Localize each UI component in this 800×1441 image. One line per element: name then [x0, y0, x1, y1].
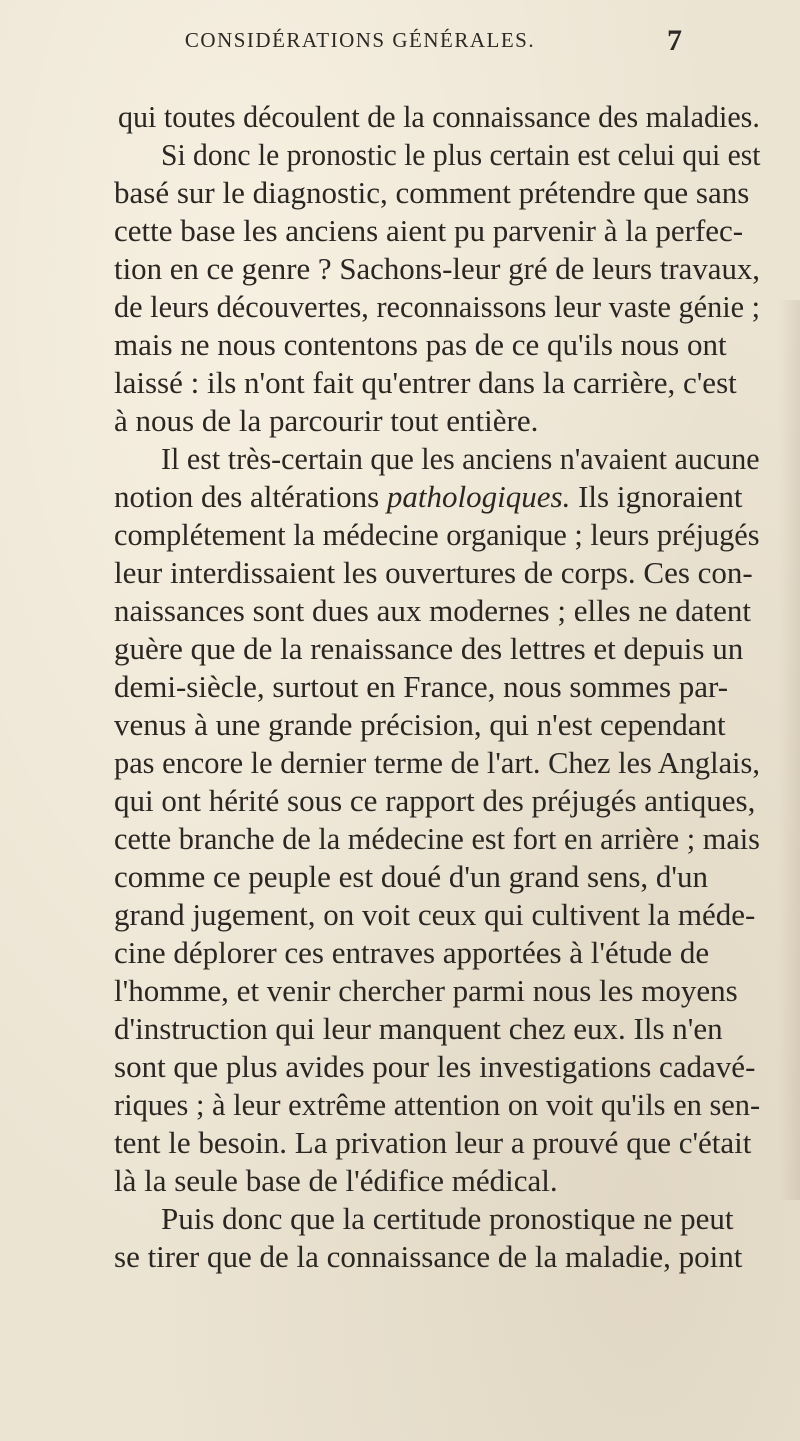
text-line: guère que de la renaissance des lettres et depuis un [114, 631, 744, 666]
text-line: d'instruction qui leur manquent chez eux. Ils n'en [114, 1011, 723, 1046]
italic-term: pathologiques. [386, 479, 571, 514]
text-line: mais ne nous contentons pas de ce qu'ils nous ont [114, 327, 727, 362]
text-line: cine déplorer ces entraves apportées à l'étude de [114, 935, 710, 970]
text-line: complétement la médecine organique ; leurs préjugés [114, 517, 760, 552]
text-line: Puis donc que la certitude pronostique ne peut [161, 1201, 734, 1236]
text-line: qui toutes découlent de la connaissance des maladies. [118, 99, 760, 134]
text-line: là la seule base de l'édifice médical. [114, 1163, 558, 1198]
text-line [114, 478, 743, 516]
text-segment: notion des altérations [114, 479, 387, 514]
text-line: cette branche de la médecine est fort en arrière ; mais [114, 821, 760, 856]
text-line: leur interdissaient les ouvertures de corps. Ces con- [114, 555, 753, 590]
text-line: comme ce peuple est doué d'un grand sens, d'un [114, 859, 708, 894]
text-line: qui ont hérité sous ce rapport des préjugés antiques, [114, 783, 756, 818]
text-line: venus à une grande précision, qui n'est cependant [114, 707, 726, 742]
text-line: cette base les anciens aient pu parvenir à la perfec- [114, 213, 744, 248]
text-line: demi-siècle, surtout en France, nous sommes par- [114, 669, 729, 704]
text-line: Il est très-certain que les anciens n'avaient aucune [161, 441, 760, 476]
running-title: CONSIDÉRATIONS GÉNÉRALES. [184, 28, 536, 52]
text-line: riques ; à leur extrême attention on voit qu'ils en sen- [114, 1087, 761, 1122]
page-number: 7 [667, 24, 682, 57]
text-line: pas encore le dernier terme de l'art. Chez les Anglais, [114, 745, 760, 780]
text-line: l'homme, et venir chercher parmi nous les moyens [114, 973, 738, 1008]
text-line: à nous de la parcourir tout entière. [114, 403, 539, 438]
text-line: tent le besoin. La privation leur a prouvé que c'était [114, 1125, 752, 1160]
text-segment: Ils ignoraient [570, 479, 743, 514]
text-line: grand jugement, on voit ceux qui cultivent la méde- [114, 897, 756, 932]
text-line: se tirer que de la connaissance de la maladie, point [114, 1239, 743, 1274]
text-line: naissances sont dues aux modernes ; elles ne datent [114, 593, 752, 628]
text-line: basé sur le diagnostic, comment prétendre que sans [114, 175, 750, 210]
text-line: tion en ce genre ? Sachons-leur gré de leurs travaux, [114, 251, 761, 286]
text-line: laissé : ils n'ont fait qu'entrer dans la carrière, c'est [114, 365, 737, 400]
text-line: sont que plus avides pour les investigations cadavé- [114, 1049, 756, 1084]
text-line: de leurs découvertes, reconnaissons leur vaste génie ; [114, 289, 761, 324]
text-line: Si donc le pronostic le plus certain est celui qui est [161, 137, 761, 172]
